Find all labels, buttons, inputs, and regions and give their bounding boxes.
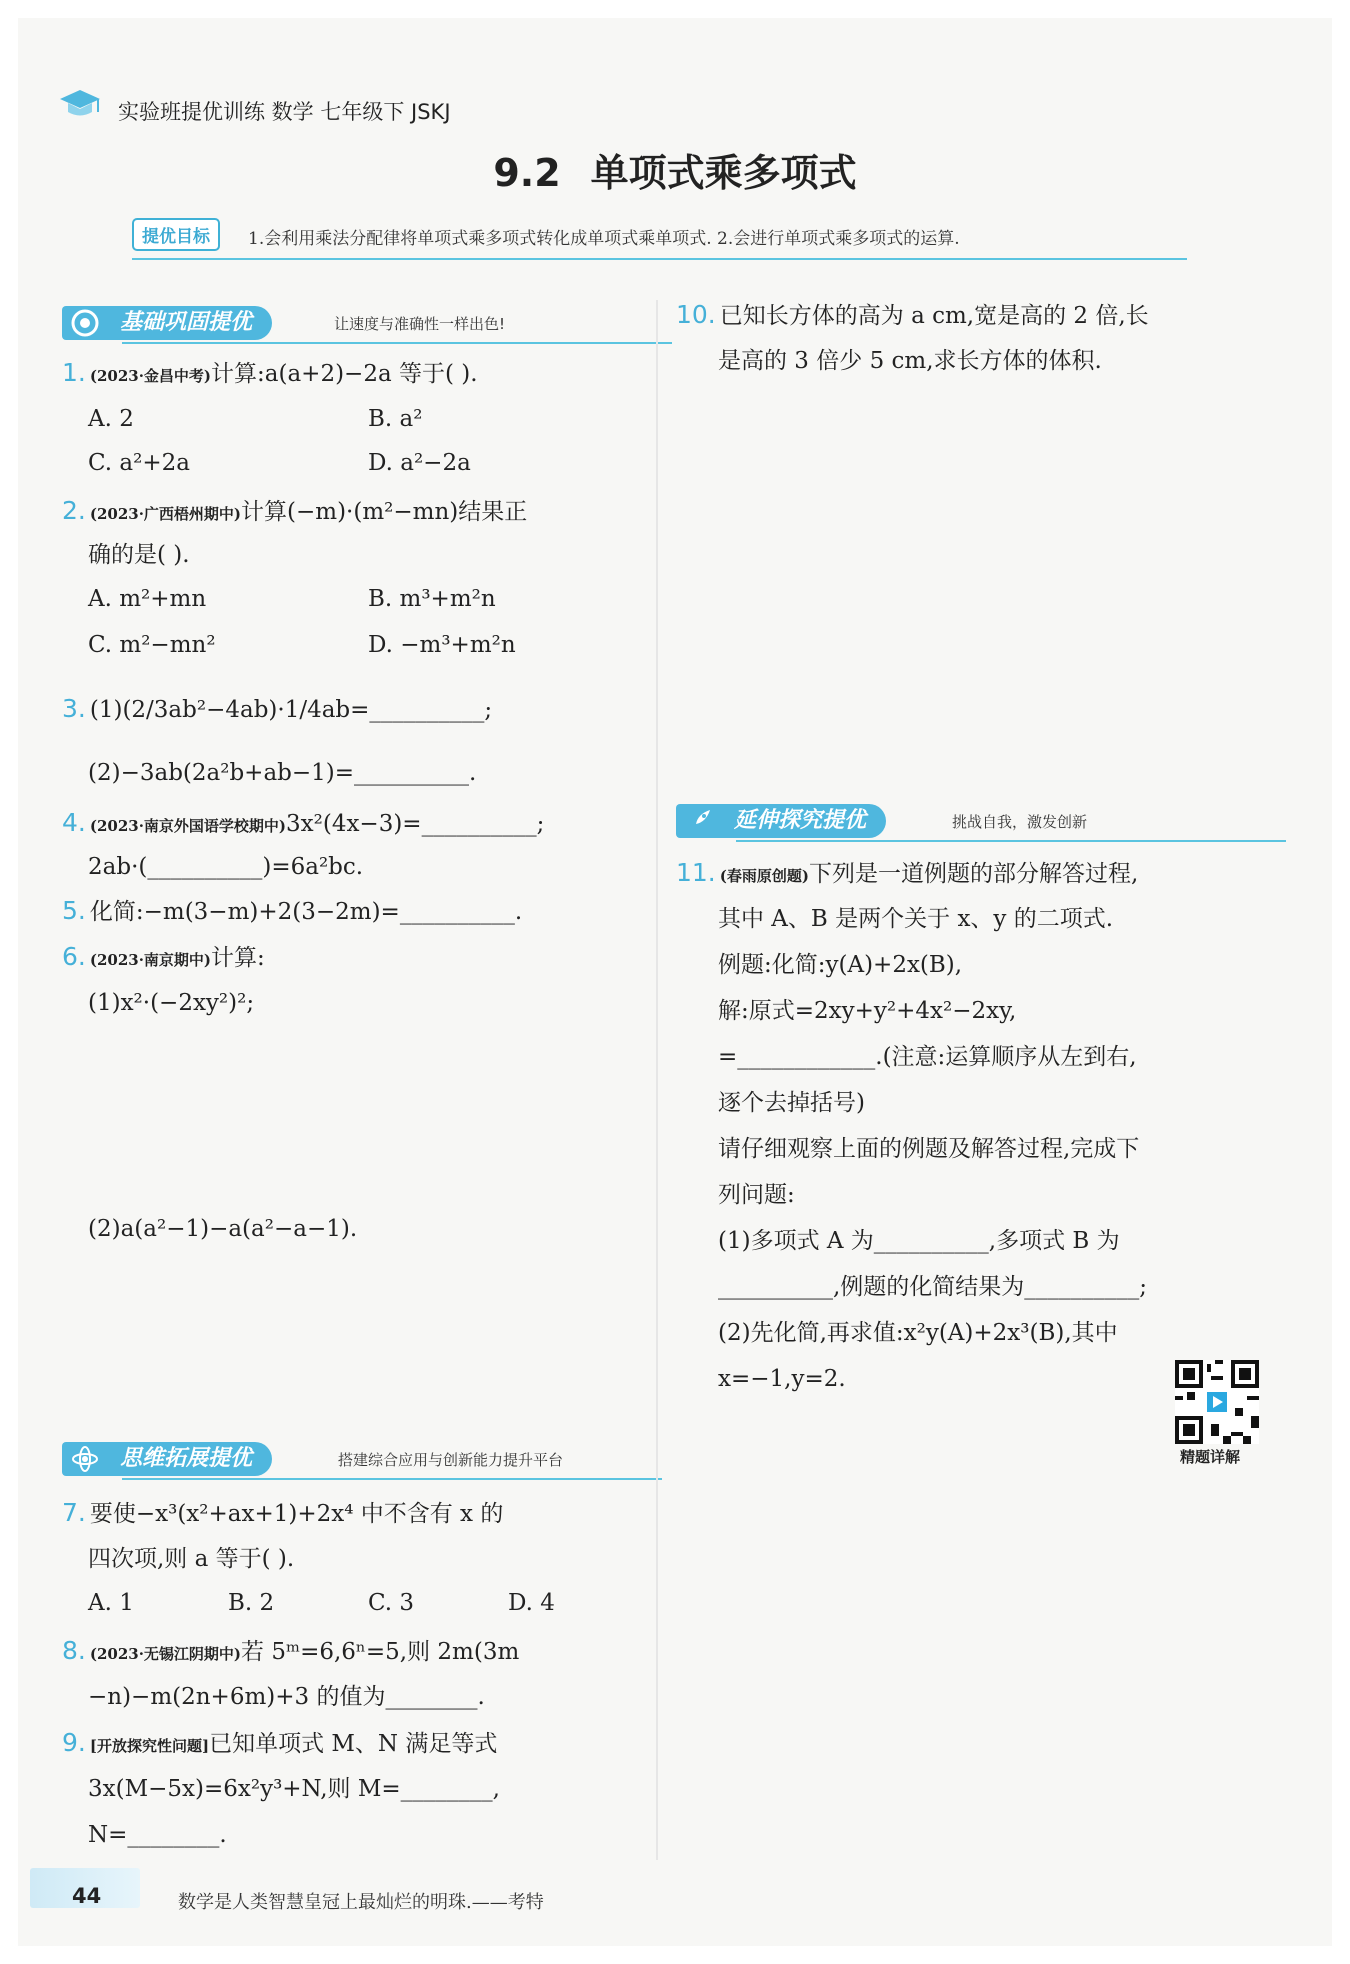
- q2-option-d: D. −m³+m²n: [368, 632, 516, 658]
- q1-option-d: D. a²−2a: [368, 450, 471, 476]
- question-8: 8. (2023·无锡江阴期中)若 5ᵐ=6,6ⁿ=5,则 2m(3m: [62, 1636, 520, 1665]
- question-1: 1. (2023·金昌中考)计算:a(a+2)−2a 等于( ).: [62, 358, 478, 387]
- question-9: 9. [开放探究性问题]已知单项式 M、N 满足等式: [62, 1728, 498, 1757]
- q1-option-c: C. a²+2a: [88, 450, 190, 476]
- section-extend-line: [122, 1478, 662, 1480]
- question-8-cont: −n)−m(2n+6m)+3 的值为________.: [88, 1684, 485, 1710]
- atom-icon: [70, 1444, 100, 1474]
- page-title: [0, 142, 1350, 197]
- q11-line-9: (1)多项式 A 为__________,多项式 B 为: [718, 1228, 1120, 1254]
- section-basic-subtitle: 让速度与准确性一样出色!: [334, 315, 506, 333]
- book-title: 实验班提优训练 数学 七年级下 JSKJ: [118, 100, 451, 124]
- q11-line-3: 例题:化简:y(A)+2x(B),: [718, 952, 963, 978]
- question-3-part2: (2)−3ab(2a²b+ab−1)=__________.: [88, 760, 477, 786]
- section-extend-title: 思维拓展提优: [62, 1442, 272, 1476]
- question-3: 3. (1)(2/3ab²−4ab)·1/4ab=__________;: [62, 694, 493, 723]
- q11-line-10: __________,例题的化简结果为__________;: [718, 1274, 1148, 1300]
- section-title: 单项式乘多项式: [590, 151, 857, 195]
- question-9-cont: 3x(M−5x)=6x²y³+N,则 M=________,: [88, 1776, 500, 1802]
- page-number: 44: [72, 1884, 102, 1908]
- footer-quote: 数学是人类智慧皇冠上最灿烂的明珠.——考特: [178, 1892, 544, 1913]
- section-explore-title: 延伸探究提优: [676, 804, 886, 838]
- section-explore-banner: [676, 804, 1226, 838]
- q7-option-c: C. 3: [368, 1590, 415, 1616]
- question-7-cont: 四次项,则 a 等于( ).: [88, 1546, 295, 1572]
- column-divider: [656, 300, 658, 1860]
- question-6-part2: (2)a(a²−1)−a(a²−a−1).: [88, 1216, 358, 1242]
- section-number: 9.2: [493, 151, 561, 195]
- q7-option-b: B. 2: [228, 1590, 275, 1616]
- q11-line-4: 解:原式=2xy+y²+4x²−2xy,: [718, 998, 1017, 1024]
- q1-option-b: B. a²: [368, 406, 423, 432]
- q2-option-c: C. m²−mn²: [88, 632, 216, 658]
- question-2-cont: 确的是( ).: [88, 542, 190, 568]
- section-basic-title: 基础巩固提优: [62, 306, 272, 340]
- question-9-cont2: N=________.: [88, 1822, 227, 1848]
- question-6-part1: (1)x²·(−2xy²)²;: [88, 990, 255, 1016]
- qr-label: 精题详解: [1180, 1448, 1241, 1466]
- section-basic-banner: [62, 306, 612, 340]
- section-explore-line: [736, 840, 1286, 842]
- question-10: 10. 已知长方体的高为 a cm,宽是高的 2 倍,长: [676, 300, 1149, 329]
- q2-option-a: A. m²+mn: [88, 586, 207, 612]
- q11-line-6: 逐个去掉括号): [718, 1090, 865, 1116]
- question-5: 5. 化简:−m(3−m)+2(3−2m)=__________.: [62, 896, 523, 925]
- q11-line-11: (2)先化简,再求值:x²y(A)+2x³(B),其中: [718, 1320, 1118, 1346]
- q7-option-d: D. 4: [508, 1590, 555, 1616]
- goal-tag: 提优目标: [132, 218, 220, 251]
- question-4-cont: 2ab·(__________)=6a²bc.: [88, 854, 364, 880]
- qr-code-icon[interactable]: [1175, 1360, 1259, 1444]
- q11-line-7: 请仔细观察上面的例题及解答过程,完成下: [718, 1136, 1140, 1162]
- section-extend-subtitle: 搭建综合应用与创新能力提升平台: [338, 1451, 564, 1469]
- question-4: 4. (2023·南京外国语学校期中)3x²(4x−3)=__________;: [62, 808, 545, 837]
- q2-option-b: B. m³+m²n: [368, 586, 496, 612]
- target-icon: [70, 308, 100, 338]
- q7-option-a: A. 1: [88, 1590, 134, 1616]
- section-basic-line: [122, 342, 672, 344]
- question-2: 2. (2023·广西梧州期中)计算(−m)·(m²−mn)结果正: [62, 496, 528, 525]
- question-6: 6. (2023·南京期中)计算:: [62, 942, 265, 971]
- section-extend-banner: [62, 1442, 602, 1476]
- q11-line-12: x=−1,y=2.: [718, 1366, 846, 1392]
- q11-line-8: 列问题:: [718, 1182, 795, 1208]
- question-11: 11. (春雨原创题)下列是一道例题的部分解答过程,: [676, 858, 1139, 887]
- graduation-cap-icon: [58, 86, 102, 122]
- question-10-cont: 是高的 3 倍少 5 cm,求长方体的体积.: [718, 348, 1102, 374]
- q11-line-5: =____________.(注意:运算顺序从左到右,: [718, 1044, 1137, 1070]
- section-explore-subtitle: 挑战自我，激发创新: [952, 813, 1088, 831]
- q11-line-2: 其中 A、B 是两个关于 x、y 的二项式.: [718, 906, 1114, 932]
- question-7: 7. 要使−x³(x²+ax+1)+2x⁴ 中不含有 x 的: [62, 1498, 504, 1527]
- q1-option-a: A. 2: [88, 406, 134, 432]
- rocket-icon: [684, 806, 714, 836]
- goal-text: 1.会利用乘法分配律将单项式乘多项式转化成单项式乘单项式. 2.会进行单项式乘多项式的运算.: [248, 229, 960, 249]
